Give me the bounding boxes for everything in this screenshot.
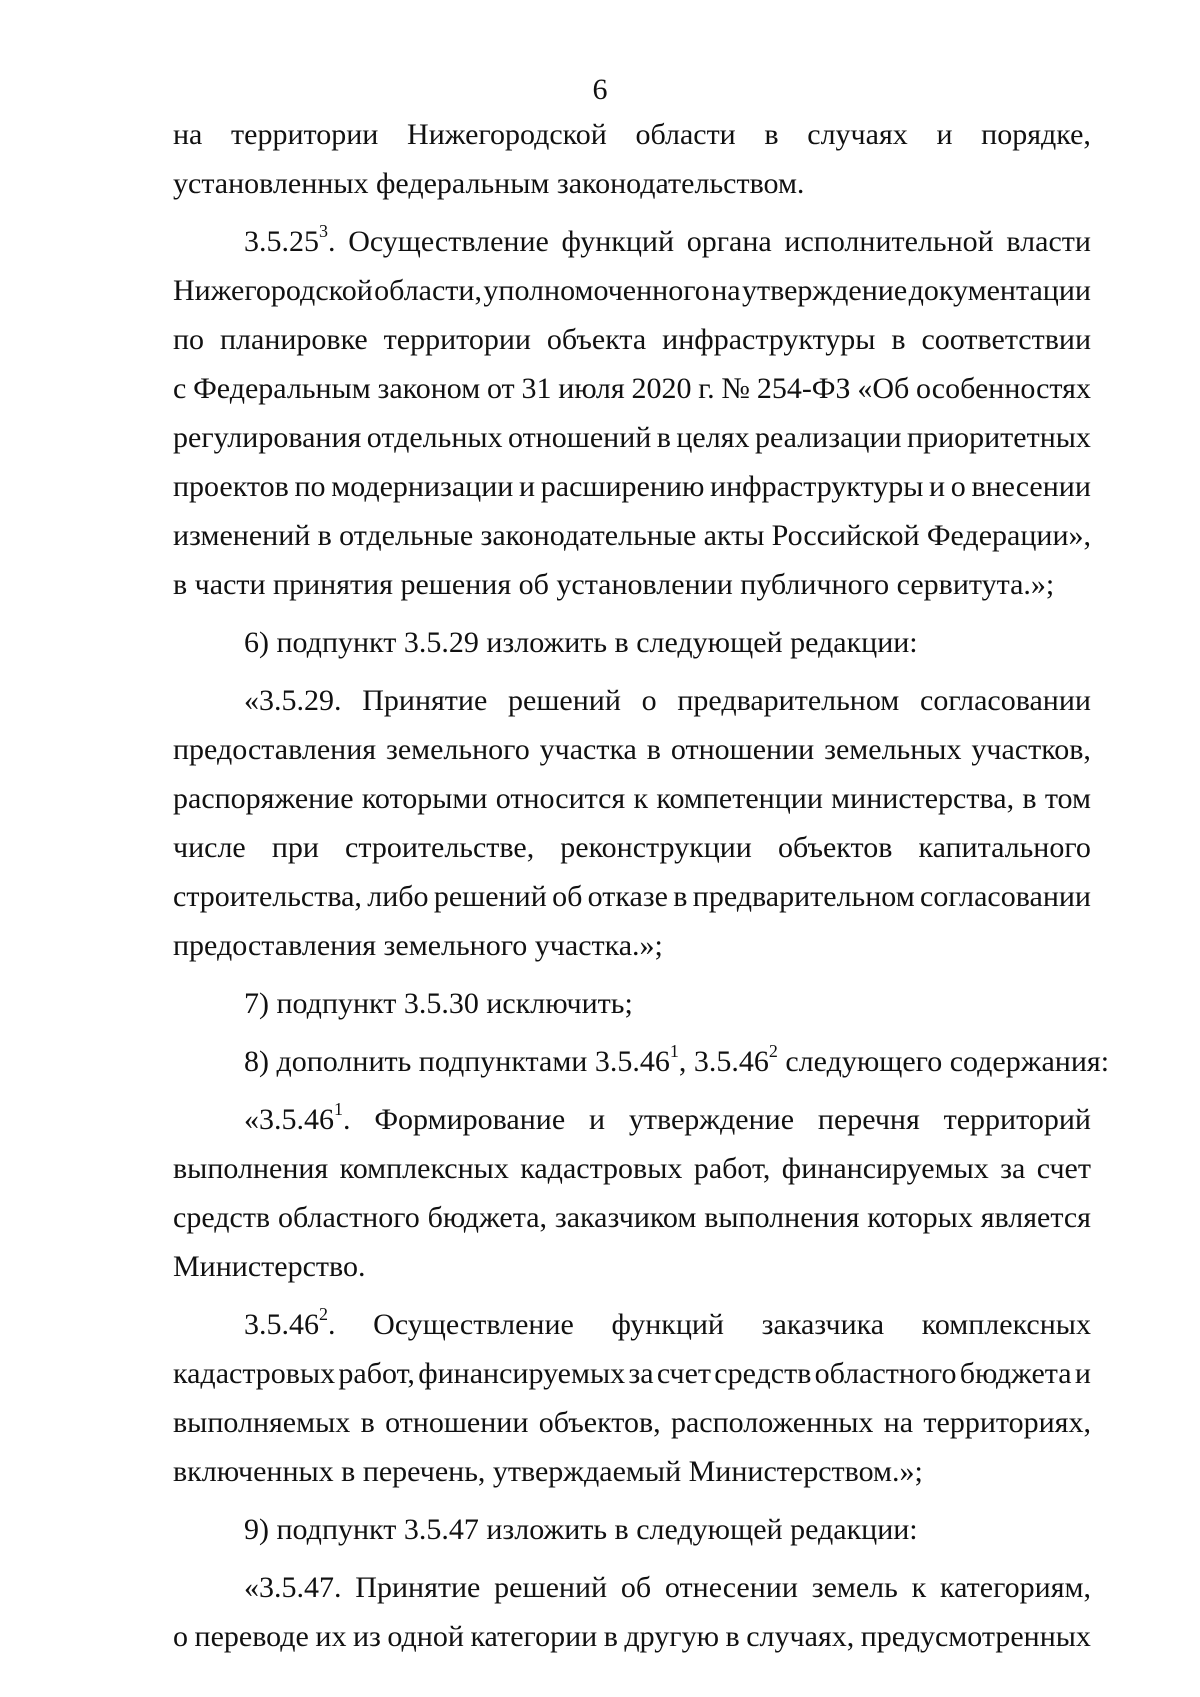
word: регулирования	[173, 421, 362, 454]
word: участка	[539, 733, 637, 766]
word: области,	[374, 274, 482, 307]
word: комплексных	[339, 1152, 509, 1185]
word: компетенции	[656, 782, 823, 815]
word: территорий	[943, 1103, 1091, 1136]
paragraph-first-line	[173, 1300, 1091, 1349]
word: работ,	[338, 1357, 415, 1390]
text-line: в части принятия решения об установлении публичного сервитута.»;	[173, 568, 1055, 601]
word: отдельные	[339, 519, 474, 552]
word: из	[352, 1620, 381, 1653]
word: об	[552, 880, 583, 913]
word: и	[519, 470, 536, 503]
word: от	[486, 372, 515, 405]
word: целях	[676, 421, 750, 454]
word: которых	[867, 1201, 973, 1234]
word: финансируемых	[781, 1152, 989, 1185]
word: «Об	[857, 372, 910, 405]
word: отношении	[385, 1406, 529, 1439]
paragraph-first-line	[173, 217, 1091, 266]
word: изменений	[173, 519, 311, 552]
word: к	[911, 1571, 927, 1604]
word: отношении	[670, 733, 815, 766]
word: законодательные	[480, 519, 697, 552]
text-line: установленных федеральным законодательством.	[173, 167, 805, 200]
word: решений	[433, 880, 547, 913]
text-line	[173, 110, 1091, 159]
word: реконструкции	[560, 831, 752, 864]
word: отношений	[507, 421, 652, 454]
word: Осуществление	[348, 225, 549, 258]
word: областного	[814, 1357, 957, 1390]
word: Российской	[771, 519, 920, 552]
word: распоряжение	[173, 782, 354, 815]
document-body	[173, 110, 1110, 1661]
word: инфраструктуры	[662, 323, 876, 356]
word: в	[360, 1406, 375, 1439]
word: бюджета,	[427, 1201, 548, 1234]
word: кадастровых	[520, 1152, 683, 1185]
list-item: 7) подпункт 3.5.30 исключить;	[244, 987, 633, 1020]
word: функций	[561, 225, 675, 258]
paragraph-first-line	[173, 676, 1091, 725]
word: является	[980, 1201, 1091, 1234]
word: и	[936, 118, 953, 151]
word: при	[271, 831, 319, 864]
word: средств	[173, 1201, 271, 1234]
page-number: 6	[592, 73, 608, 106]
clause-number: 3.5.25$^3$.	[244, 221, 336, 258]
word: в	[1022, 782, 1037, 815]
word: о	[641, 684, 657, 717]
word: либо	[367, 880, 429, 913]
word: г.	[698, 372, 715, 405]
word: расположенных	[670, 1406, 874, 1439]
word: решений	[494, 1571, 608, 1604]
word: приоритетных	[907, 421, 1091, 454]
word: другую	[624, 1620, 719, 1653]
word: территориях,	[923, 1406, 1091, 1439]
word: и	[929, 470, 946, 503]
text-line	[173, 872, 1091, 921]
word: соответствии	[921, 323, 1091, 356]
word: Формирование	[374, 1103, 566, 1136]
text-line: включенных в перечень, утверждаемый Министерством.»;	[173, 1455, 923, 1488]
word: предусмотренных	[860, 1620, 1091, 1653]
word: отказе	[587, 880, 668, 913]
text-line	[173, 413, 1091, 462]
word: на	[711, 274, 741, 307]
word: Осуществление	[373, 1308, 574, 1341]
word: за	[628, 1357, 654, 1390]
word: областного	[277, 1201, 420, 1234]
text-line	[173, 266, 1091, 315]
word: в	[891, 323, 906, 356]
word: в	[317, 519, 332, 552]
text-line	[173, 1398, 1091, 1447]
word: земельного	[385, 733, 530, 766]
word: особенностях	[916, 372, 1091, 405]
word: случаях	[807, 118, 908, 151]
word: уполномоченного	[483, 274, 710, 307]
word: том	[1044, 782, 1091, 815]
text-line	[173, 1193, 1091, 1242]
word: заказчика	[761, 1308, 885, 1341]
text-line	[173, 725, 1091, 774]
word: земель	[811, 1571, 898, 1604]
word: Принятие	[362, 684, 488, 717]
word: функций	[611, 1308, 724, 1341]
word: порядке,	[981, 118, 1091, 151]
word: утверждение	[628, 1103, 795, 1136]
word: предварительном	[692, 880, 915, 913]
word: за	[1000, 1152, 1026, 1185]
word: модернизации	[331, 470, 514, 503]
word: в	[764, 118, 779, 151]
word: проектов	[173, 470, 289, 503]
word: июля	[558, 372, 625, 405]
word: о	[173, 1620, 188, 1653]
word: инфраструктуры	[710, 470, 924, 503]
word: в	[656, 421, 671, 454]
word: Нижегородской	[173, 274, 373, 307]
word: министерства,	[831, 782, 1015, 815]
word: и	[1074, 1357, 1091, 1390]
word: Федеральным	[193, 372, 371, 405]
word: выполняемых	[173, 1406, 351, 1439]
word: 254-ФЗ	[756, 372, 851, 405]
word: в	[646, 733, 661, 766]
word: согласовании	[920, 684, 1091, 717]
text-line	[173, 364, 1091, 413]
word: по	[173, 323, 205, 356]
text-line	[173, 823, 1091, 872]
word: финансируемых	[418, 1357, 626, 1390]
word: категории	[470, 1620, 598, 1653]
word: к	[633, 782, 649, 815]
word: строительстве,	[345, 831, 535, 864]
word: Принятие	[355, 1571, 481, 1604]
list-item: 9) подпункт 3.5.47 изложить в следующей редакции:	[244, 1513, 918, 1546]
word: с	[173, 372, 187, 405]
word: выполнения	[173, 1152, 329, 1185]
word: выполнения	[704, 1201, 860, 1234]
word: Нижегородской	[407, 118, 607, 151]
word: №	[721, 372, 751, 405]
word: кадастровых	[173, 1357, 336, 1390]
word: об	[620, 1571, 652, 1604]
word: документации	[908, 274, 1091, 307]
word: которыми	[361, 782, 488, 815]
text-line	[173, 1349, 1091, 1398]
list-item: 8) дополнить подпунктами 3.5.46$^1$, 3.5.46$^2$ следующего содержания:	[244, 1041, 1110, 1078]
paragraph-first-line	[173, 1563, 1091, 1612]
word: в	[673, 880, 688, 913]
word: о	[950, 470, 966, 503]
word: строительства,	[173, 880, 362, 913]
word: предоставления	[173, 733, 377, 766]
word: исполнительной	[784, 225, 994, 258]
word: отнесении	[664, 1571, 798, 1604]
word: в	[603, 1620, 618, 1653]
list-item: 6) подпункт 3.5.29 изложить в следующей редакции:	[244, 626, 918, 659]
word: земельных	[824, 733, 962, 766]
word: 2020	[631, 372, 692, 405]
word: территории	[383, 323, 531, 356]
word: заказчиком	[554, 1201, 697, 1234]
word: «3.5.29.	[244, 684, 342, 717]
word: счет	[656, 1357, 712, 1390]
word: отдельных	[366, 421, 503, 454]
word: Федерации»,	[926, 519, 1091, 552]
word: объектов,	[538, 1406, 661, 1439]
word: числе	[173, 831, 246, 864]
word: на	[883, 1406, 914, 1439]
word: согласовании	[920, 880, 1091, 913]
word: средств	[714, 1357, 812, 1390]
word: законом	[377, 372, 481, 405]
word: области	[635, 118, 736, 151]
clause-number: 3.5.46$^2$.	[244, 1304, 336, 1341]
word: органа	[686, 225, 772, 258]
word: реализации	[754, 421, 902, 454]
word: перечня	[817, 1103, 920, 1136]
text-line	[173, 1144, 1091, 1193]
word: акты	[703, 519, 765, 552]
word: внесении	[971, 470, 1091, 503]
word: на	[173, 118, 203, 151]
word: 31	[521, 372, 552, 405]
text-line: Министерство.	[173, 1250, 366, 1283]
word: объектов	[777, 831, 893, 864]
word: бюджета	[959, 1357, 1072, 1390]
word: «3.5.47.	[244, 1571, 342, 1604]
word: их	[315, 1620, 347, 1653]
text-line	[173, 1612, 1091, 1661]
word: объекта	[546, 323, 647, 356]
clause-number: «3.5.46$^1$.	[244, 1099, 351, 1136]
word: переводе	[194, 1620, 309, 1653]
word: работ,	[693, 1152, 771, 1185]
word: случаях,	[746, 1620, 855, 1653]
word: утверждение	[742, 274, 908, 307]
word: в	[725, 1620, 740, 1653]
word: категориям,	[940, 1571, 1091, 1604]
word: капитального	[918, 831, 1091, 864]
word: власти	[1006, 225, 1091, 258]
text-line: предоставления земельного участка.»;	[173, 929, 663, 962]
word: комплексных	[921, 1308, 1091, 1341]
word: решений	[508, 684, 621, 717]
word: территории	[231, 118, 379, 151]
word: относится	[495, 782, 626, 815]
paragraph-first-line	[173, 1095, 1091, 1144]
text-line	[173, 774, 1091, 823]
word: одной	[387, 1620, 464, 1653]
text-line	[173, 511, 1091, 560]
word: расширению	[540, 470, 705, 503]
word: и	[588, 1103, 606, 1136]
word: по	[294, 470, 326, 503]
word: планировке	[219, 323, 368, 356]
text-line	[173, 462, 1091, 511]
word: счет	[1036, 1152, 1091, 1185]
text-line	[173, 315, 1091, 364]
word: участков,	[971, 733, 1091, 766]
word: предварительном	[677, 684, 900, 717]
